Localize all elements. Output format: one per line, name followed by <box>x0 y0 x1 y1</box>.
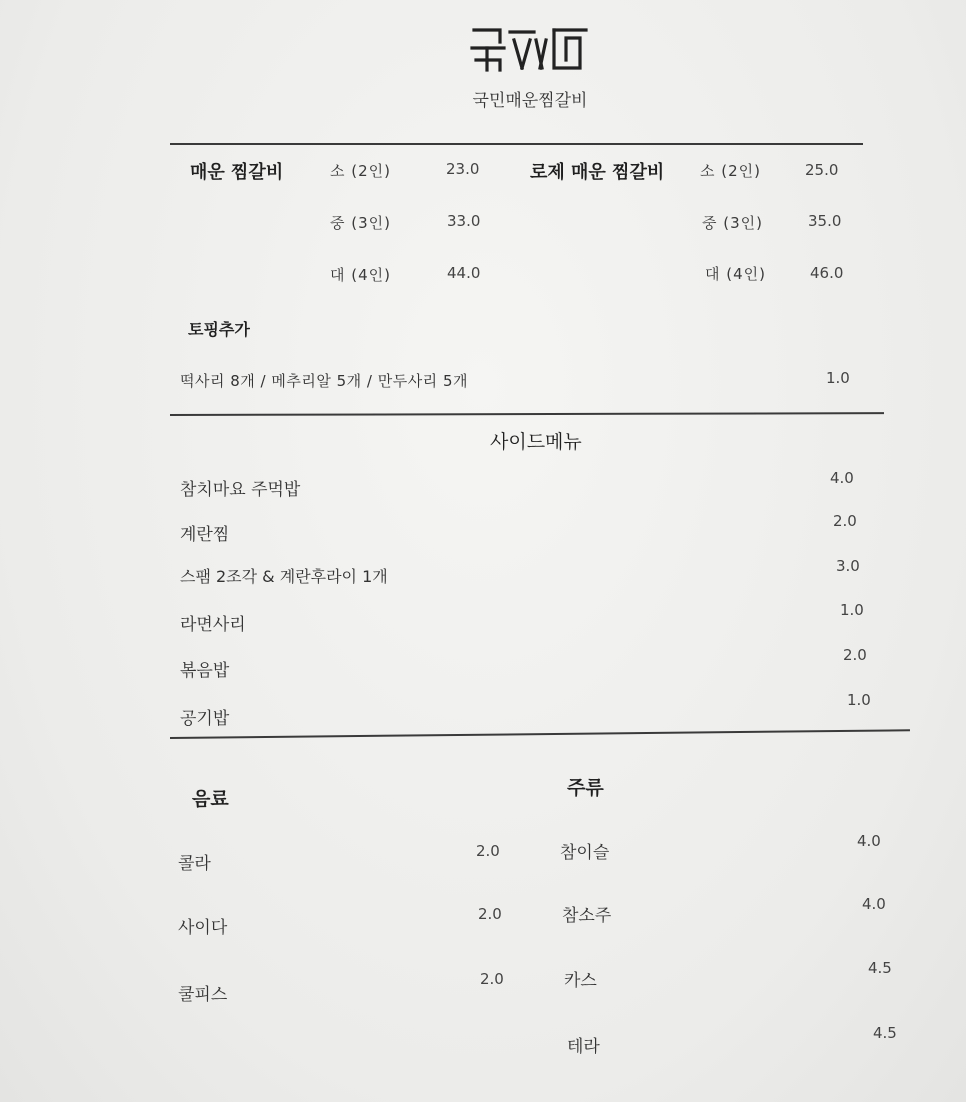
price: 2.0 <box>476 842 500 860</box>
dish-name-spicy-galbi: 매운 찜갈비 <box>190 162 284 183</box>
price: 33.0 <box>447 212 481 230</box>
toppings-item: 떡사리 8개 / 메추리알 5개 / 만두사리 5개 <box>180 372 468 390</box>
size-label: 중 (3인) <box>702 214 763 232</box>
price: 44.0 <box>447 264 481 282</box>
price: 2.0 <box>478 905 502 923</box>
side-item: 스팸 2조각 & 계란후라이 1개 <box>180 567 388 586</box>
price: 4.0 <box>830 469 854 487</box>
side-item: 볶음밥 <box>180 661 230 681</box>
liquor-item: 카스 <box>564 971 597 991</box>
side-menu-title: 사이드메뉴 <box>490 431 582 453</box>
restaurant-logo <box>470 20 590 76</box>
divider-middle <box>170 412 884 415</box>
liquor-item: 참소주 <box>562 906 612 926</box>
price: 23.0 <box>446 160 480 178</box>
divider-bottom <box>170 729 910 738</box>
price: 4.5 <box>873 1024 897 1042</box>
price: 4.0 <box>862 895 886 913</box>
drink-item: 콜라 <box>178 854 211 874</box>
price: 2.0 <box>480 970 504 988</box>
size-label: 대 (4인) <box>330 266 391 284</box>
price: 35.0 <box>808 212 842 230</box>
price: 25.0 <box>805 161 839 179</box>
toppings-price: 1.0 <box>826 369 850 387</box>
side-item: 계란찜 <box>180 525 230 545</box>
price: 4.0 <box>857 832 881 850</box>
size-label: 소 (2인) <box>330 162 391 180</box>
price: 1.0 <box>840 601 864 619</box>
drinks-title: 음료 <box>192 788 229 810</box>
size-label: 중 (3인) <box>330 214 391 232</box>
price: 46.0 <box>810 264 844 282</box>
liquor-item: 테라 <box>567 1037 600 1057</box>
restaurant-subtitle: 국민매운찜갈비 <box>472 91 588 111</box>
size-label: 대 (4인) <box>705 265 766 283</box>
price: 4.5 <box>868 959 892 977</box>
divider-top <box>170 143 863 145</box>
side-item: 라면사리 <box>180 615 246 635</box>
dish-name-rose-galbi: 로제 매운 찜갈비 <box>530 162 665 183</box>
drink-item: 사이다 <box>178 918 228 938</box>
liquor-title: 주류 <box>567 777 604 799</box>
price: 2.0 <box>833 512 857 530</box>
toppings-title: 토핑추가 <box>188 320 250 339</box>
liquor-item: 참이슬 <box>560 843 610 863</box>
side-item: 공기밥 <box>180 709 230 729</box>
price: 1.0 <box>847 691 871 709</box>
side-item: 참치마요 주먹밥 <box>180 480 301 500</box>
drink-item: 쿨피스 <box>178 985 228 1005</box>
price: 3.0 <box>836 557 860 575</box>
price: 2.0 <box>843 646 867 664</box>
size-label: 소 (2인) <box>700 162 761 180</box>
